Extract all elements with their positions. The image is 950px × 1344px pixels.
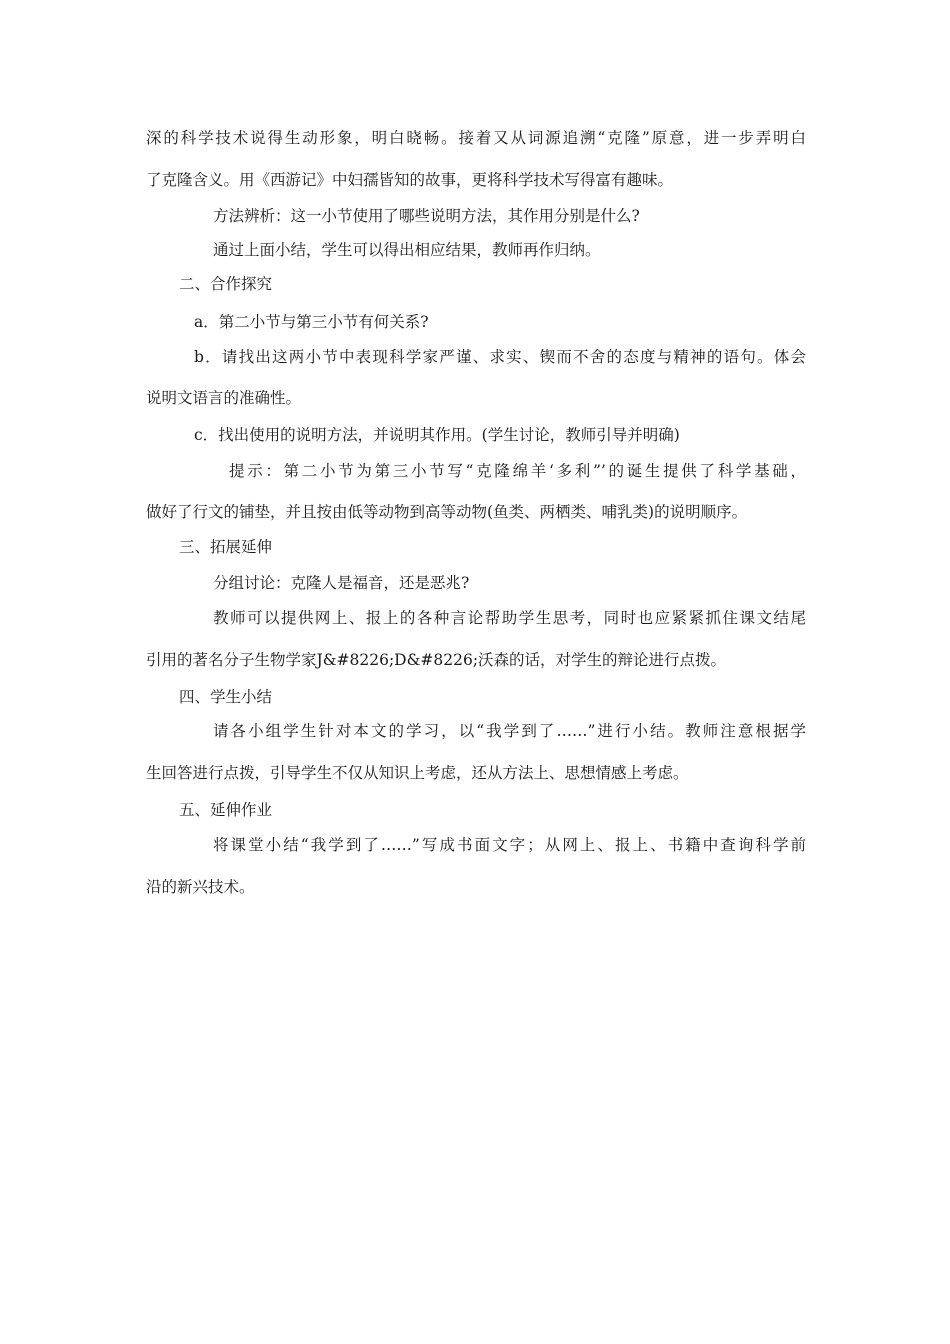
paragraph-line: 了克隆含义。用《西游记》中妇孺皆知的故事，更将科学技术写得富有趣味。: [146, 171, 674, 189]
paragraph-line: 生回答进行点拨，引导学生不仅从知识上考虑，还从方法上、思想情感上考虑。: [146, 764, 689, 782]
list-item: c．找出使用的说明方法，并说明其作用。(学生讨论，教师引导并明确): [194, 426, 680, 444]
paragraph-line: 方法辨析：这一小节使用了哪些说明方法，其作用分别是什么?: [213, 207, 640, 225]
paragraph-line: 引用的著名分子生物学家J&#8226;D&#8226;沃森的话，对学生的辩论进行点拨。: [146, 651, 727, 669]
paragraph-line: 沿的新兴技术。: [146, 878, 255, 896]
section-heading: 四、学生小结: [179, 688, 273, 706]
paragraph-line: 提示：第二小节为第三小节写“克隆绵羊‘多利”’的诞生提供了科学基础，: [229, 462, 806, 480]
section-heading: 五、延伸作业: [179, 801, 273, 819]
paragraph-line: 分组讨论：克隆人是福音，还是恶兆?: [213, 574, 470, 592]
paragraph-line: 请各小组学生针对本文的学习，以“我学到了……”进行小结。教师注意根据学: [213, 722, 806, 740]
list-item: b．请找出这两小节中表现科学家严谨、求实、锲而不舍的态度与精神的语句。体会: [194, 348, 806, 366]
list-item: a．第二小节与第三小节有何关系?: [194, 313, 429, 331]
paragraph-line: 深的科学技术说得生动形象，明白晓畅。接着又从词源追溯“克隆”原意，进一步弄明白: [146, 129, 806, 147]
paragraph-line: 做好了行文的铺垫，并且按由低等动物到高等动物(鱼类、两栖类、哺乳类)的说明顺序。: [146, 503, 748, 521]
paragraph-line: 通过上面小结，学生可以得出相应结果，教师再作归纳。: [213, 241, 601, 259]
paragraph-line: 说明文语言的准确性。: [146, 389, 302, 407]
paragraph-line: 教师可以提供网上、报上的各种言论帮助学生思考，同时也应紧紧抓住课文结尾: [213, 609, 806, 627]
paragraph-line: 将课堂小结“我学到了……”写成书面文字；从网上、报上、书籍中查询科学前: [213, 836, 806, 854]
section-heading: 二、合作探究: [179, 275, 273, 293]
section-heading: 三、拓展延伸: [179, 538, 273, 556]
